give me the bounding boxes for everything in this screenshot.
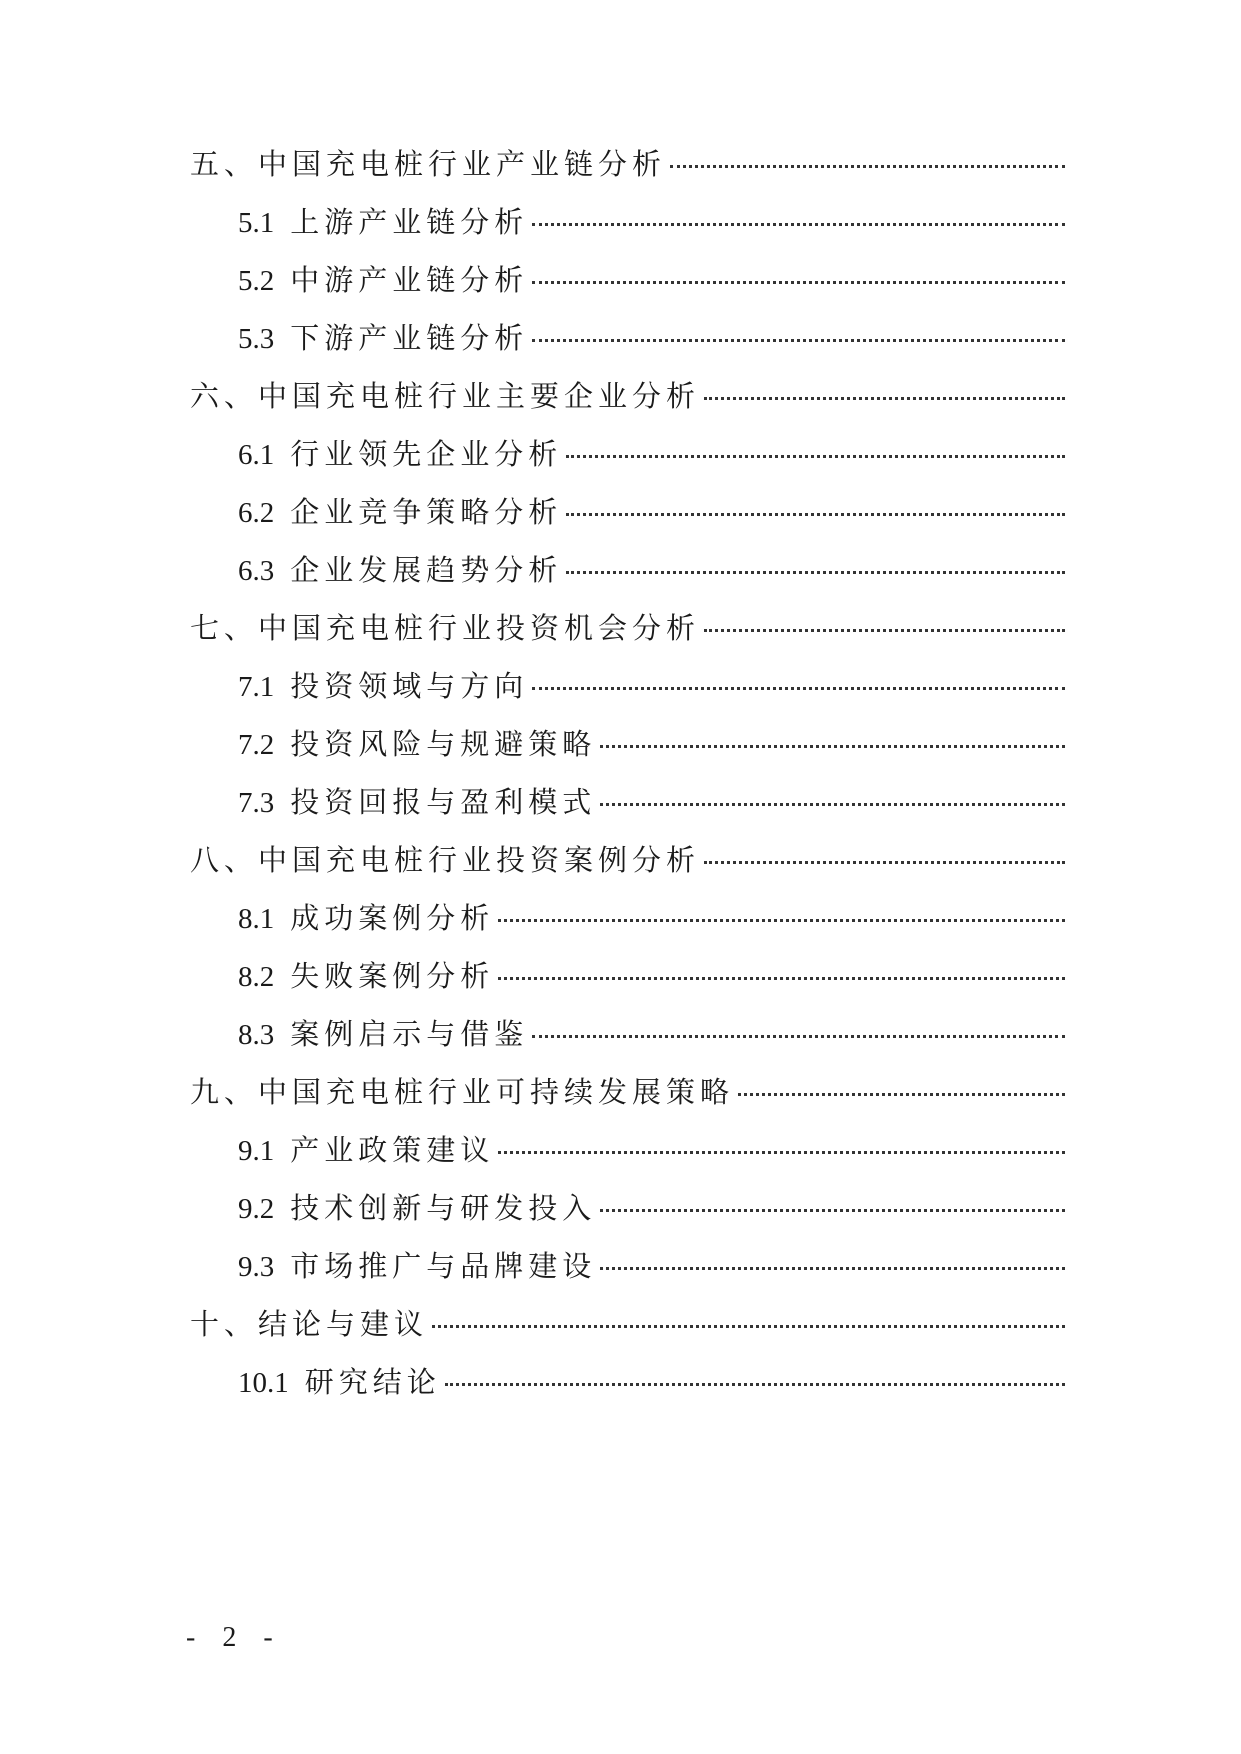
- toc-entry-text: 八、中国充电桩行业投资案例分析: [190, 843, 701, 877]
- toc-dot-leader: [532, 339, 1065, 342]
- toc-dot-leader: [600, 1209, 1065, 1212]
- toc-dot-leader: [566, 455, 1065, 458]
- toc-entry-text: 投资风险与规避策略: [290, 727, 597, 761]
- toc-entry-number: 10.1: [238, 1367, 289, 1399]
- toc-entry-chapter[interactable]: [190, 838, 1065, 882]
- toc-entry-number: 5.1: [238, 207, 275, 239]
- toc-entry-text: 成功案例分析: [290, 901, 495, 935]
- toc-entry-chapter[interactable]: [190, 374, 1065, 418]
- toc-entry-text: 案例启示与借鉴: [290, 1017, 529, 1051]
- toc-entry-section[interactable]: [238, 1244, 1065, 1288]
- toc-entry-text: 五、中国充电桩行业产业链分析: [190, 147, 667, 181]
- toc-dot-leader: [566, 571, 1065, 574]
- toc-entry-text: 十、结论与建议: [190, 1307, 429, 1341]
- toc-entry-text: 投资回报与盈利模式: [290, 785, 597, 819]
- toc-dot-leader: [532, 1035, 1065, 1038]
- toc-entry-section[interactable]: [238, 316, 1065, 360]
- toc-entry-number: 6.1: [238, 439, 275, 471]
- toc-dot-leader: [532, 223, 1065, 226]
- toc-entry-number: 6.2: [238, 497, 275, 529]
- toc-dot-leader: [532, 687, 1065, 690]
- toc-entry-chapter[interactable]: [190, 1302, 1065, 1346]
- toc-entry-section[interactable]: [238, 490, 1065, 534]
- toc-entry-text: 上游产业链分析: [290, 205, 529, 239]
- toc-entry-section[interactable]: [238, 1012, 1065, 1056]
- toc-entry-section[interactable]: [238, 1186, 1065, 1230]
- toc-entry-chapter[interactable]: [190, 142, 1065, 186]
- toc-entry-text: 下游产业链分析: [290, 321, 529, 355]
- toc-entry-number: 7.3: [238, 787, 275, 819]
- toc-entry-section[interactable]: [238, 432, 1065, 476]
- toc-entry-number: 8.2: [238, 961, 275, 993]
- toc-entry-section[interactable]: [238, 896, 1065, 940]
- toc-dot-leader: [498, 1151, 1065, 1154]
- toc-dot-leader: [445, 1383, 1065, 1386]
- toc-entry-text: 企业发展趋势分析: [290, 553, 563, 587]
- toc-entry-number: 6.3: [238, 555, 275, 587]
- toc-entry-text: 技术创新与研发投入: [290, 1191, 597, 1225]
- toc-dot-leader: [566, 513, 1065, 516]
- toc-entry-text: 九、中国充电桩行业可持续发展策略: [190, 1075, 735, 1109]
- toc-dot-leader: [704, 861, 1065, 864]
- page-number: - 2 -: [186, 1622, 283, 1653]
- toc-entry-chapter[interactable]: [190, 606, 1065, 650]
- toc-entry-section[interactable]: [238, 954, 1065, 998]
- toc-entry-section[interactable]: [238, 548, 1065, 592]
- toc-dot-leader: [738, 1093, 1065, 1096]
- toc-entry-number: 9.1: [238, 1135, 275, 1167]
- toc-dot-leader: [704, 629, 1065, 632]
- toc-dot-leader: [600, 745, 1065, 748]
- toc-entry-number: 9.2: [238, 1193, 275, 1225]
- toc-dot-leader: [600, 1267, 1065, 1270]
- toc-entry-text: 投资领域与方向: [290, 669, 529, 703]
- toc-entry-number: 8.3: [238, 1019, 275, 1051]
- toc-entry-text: 行业领先企业分析: [290, 437, 563, 471]
- toc-entry-section[interactable]: [238, 1128, 1065, 1172]
- toc-entry-text: 六、中国充电桩行业主要企业分析: [190, 379, 701, 413]
- toc-entry-text: 七、中国充电桩行业投资机会分析: [190, 611, 701, 645]
- toc-dot-leader: [600, 803, 1065, 806]
- toc-entry-text: 企业竞争策略分析: [290, 495, 563, 529]
- toc-entry-number: 5.2: [238, 265, 275, 297]
- toc-entry-section[interactable]: [238, 664, 1065, 708]
- toc-entry-number: 7.1: [238, 671, 275, 703]
- toc-dot-leader: [432, 1325, 1065, 1328]
- toc-entry-number: 9.3: [238, 1251, 275, 1283]
- toc-entry-section[interactable]: [238, 722, 1065, 766]
- toc-entry-text: 失败案例分析: [290, 959, 495, 993]
- toc-dot-leader: [670, 165, 1065, 168]
- toc-entry-section[interactable]: [238, 780, 1065, 824]
- toc-entry-section[interactable]: [238, 1360, 1065, 1404]
- toc-entry-text: 研究结论: [304, 1365, 441, 1399]
- toc-entry-number: 7.2: [238, 729, 275, 761]
- toc-entry-section[interactable]: [238, 200, 1065, 244]
- toc-entry-text: 产业政策建议: [290, 1133, 495, 1167]
- toc-entry-chapter[interactable]: [190, 1070, 1065, 1114]
- toc-entry-section[interactable]: [238, 258, 1065, 302]
- toc-entry-text: 中游产业链分析: [290, 263, 529, 297]
- toc-entry-text: 市场推广与品牌建设: [290, 1249, 597, 1283]
- toc-entry-number: 8.1: [238, 903, 275, 935]
- toc-dot-leader: [498, 919, 1065, 922]
- toc-dot-leader: [704, 397, 1065, 400]
- toc-dot-leader: [532, 281, 1065, 284]
- toc-entry-number: 5.3: [238, 323, 275, 355]
- toc-dot-leader: [498, 977, 1065, 980]
